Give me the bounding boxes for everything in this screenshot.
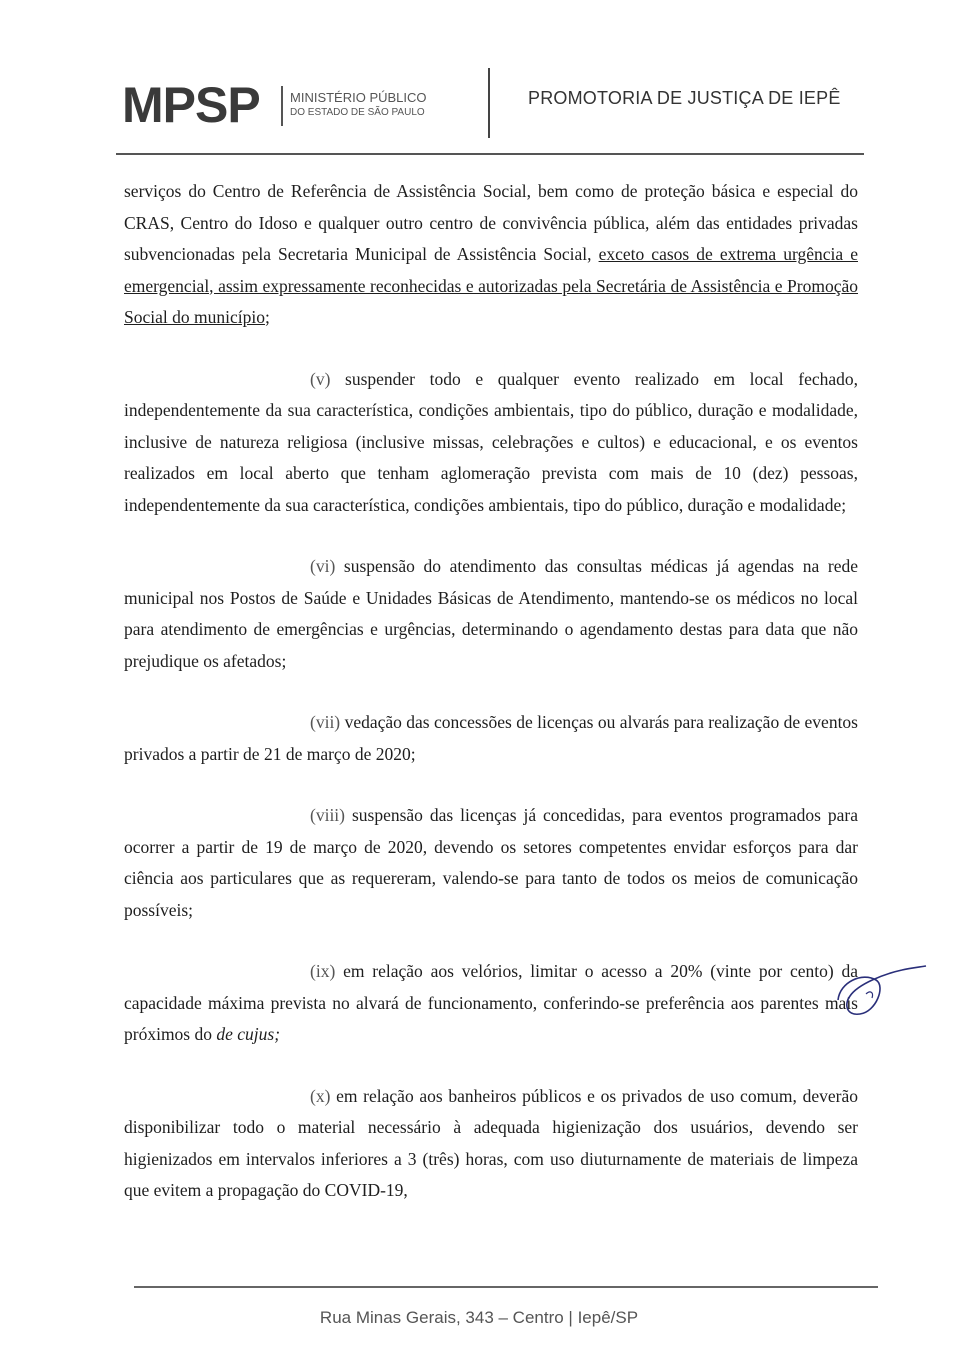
item-number: (viii) (310, 805, 345, 825)
ministry-line-1: MINISTÉRIO PÚBLICO (290, 90, 427, 105)
item-text: suspender todo e qualquer evento realizado em local fechado, independentemente da sua característica, condições ambientais, tipo do público, duração e modalidade, inclusive de natureza religiosa (inclusive missas, celebrações e cultos) e educacional, e os eventos realizados em local aberto que tenham aglomeração prevista com mais de 10 (dez) pessoas, independentemente da sua característica, condições ambientais, tipo do público, duração e modalidade; (124, 368, 859, 515)
item-ix (124, 956, 858, 1051)
mpsp-logo: MPSP (122, 77, 260, 133)
footer-address: Rua Minas Gerais, 343 – Centro | Iepê/SP (319, 1308, 639, 1327)
promotoria-title: PROMOTORIA DE JUSTIÇA DE IEPÊ (528, 88, 841, 108)
item-text: suspensão das licenças já concedidas, para eventos programados para ocorrer a partir de 19 de março de 2020, devendo os setores competentes envidar esforços para dar ciência aos particulares que as requereram, valendo-se para tanto de todos os meios de comunicação possíveis; (124, 805, 859, 920)
paragraph-continuation (124, 176, 858, 334)
ministry-line-2: DO ESTADO DE SÃO PAULO (290, 107, 425, 118)
logo-divider (281, 86, 283, 126)
item-number: (vii) (310, 712, 341, 732)
item-number: (x) (310, 1085, 331, 1106)
ministry-name (290, 90, 427, 120)
item-viii (124, 800, 858, 926)
item-text: em relação aos banheiros públicos e os privados de uso comum, deverão disponibilizar todo o material necessário à adequada higienização dos usuários, devendo ser higienizados em intervalos inferiores a 3 (três) horas, com uso diuturnamente de materiais de limpeza que evitem a propagação do COVID-19, (124, 1085, 858, 1200)
paragraph-underlined-text: exceto casos de extrema urgência e emergencial, assim expressamente reconhecidas e autorizadas pela Secretária de Assistência e Promoção Social do município (124, 244, 858, 327)
paragraph-text: serviços do Centro de Referência de Assistência Social, bem como de proteção básica e especial do CRAS, Centro do Idoso e qualquer outro centro de convivência pública, além das entidades privadas subvencionadas pela Secretaria Municipal de Assistência Social, (124, 181, 858, 264)
header-divider (488, 68, 490, 138)
item-text: em relação aos velórios, limitar o acesso a 20% (vinte por cento) da capacidade máxima prevista no alvará de funcionamento, conferindo-se preferência aos parentes mais próximos do (124, 961, 858, 1044)
footer-rule (134, 1286, 878, 1288)
item-v (124, 364, 858, 522)
paragraph-end: ; (264, 307, 270, 327)
item-text: suspensão do atendimento das consultas médicas já agendas na rede municipal nos Postos de Saúde e Unidades Básicas de Atendimento, mantendo-se os médicos no local para atendimento de emergências e urgências, determinando o agendamento destas para data que não prejudique os afetados; (124, 556, 858, 671)
item-x (124, 1081, 858, 1207)
item-number: (v) (310, 368, 331, 389)
item-vi (124, 551, 858, 677)
item-italic-text: de cujus; (216, 1024, 281, 1044)
item-vii (124, 707, 858, 770)
page-header (0, 0, 958, 160)
item-number: (vi) (310, 556, 336, 576)
document-body (124, 176, 858, 1207)
header-rule (116, 153, 864, 155)
item-number: (ix) (310, 961, 336, 981)
initials-signature (836, 964, 928, 1026)
item-text: vedação das concessões de licenças ou alvarás para realização de eventos privados a partir de 21 de março de 2020; (124, 712, 858, 764)
